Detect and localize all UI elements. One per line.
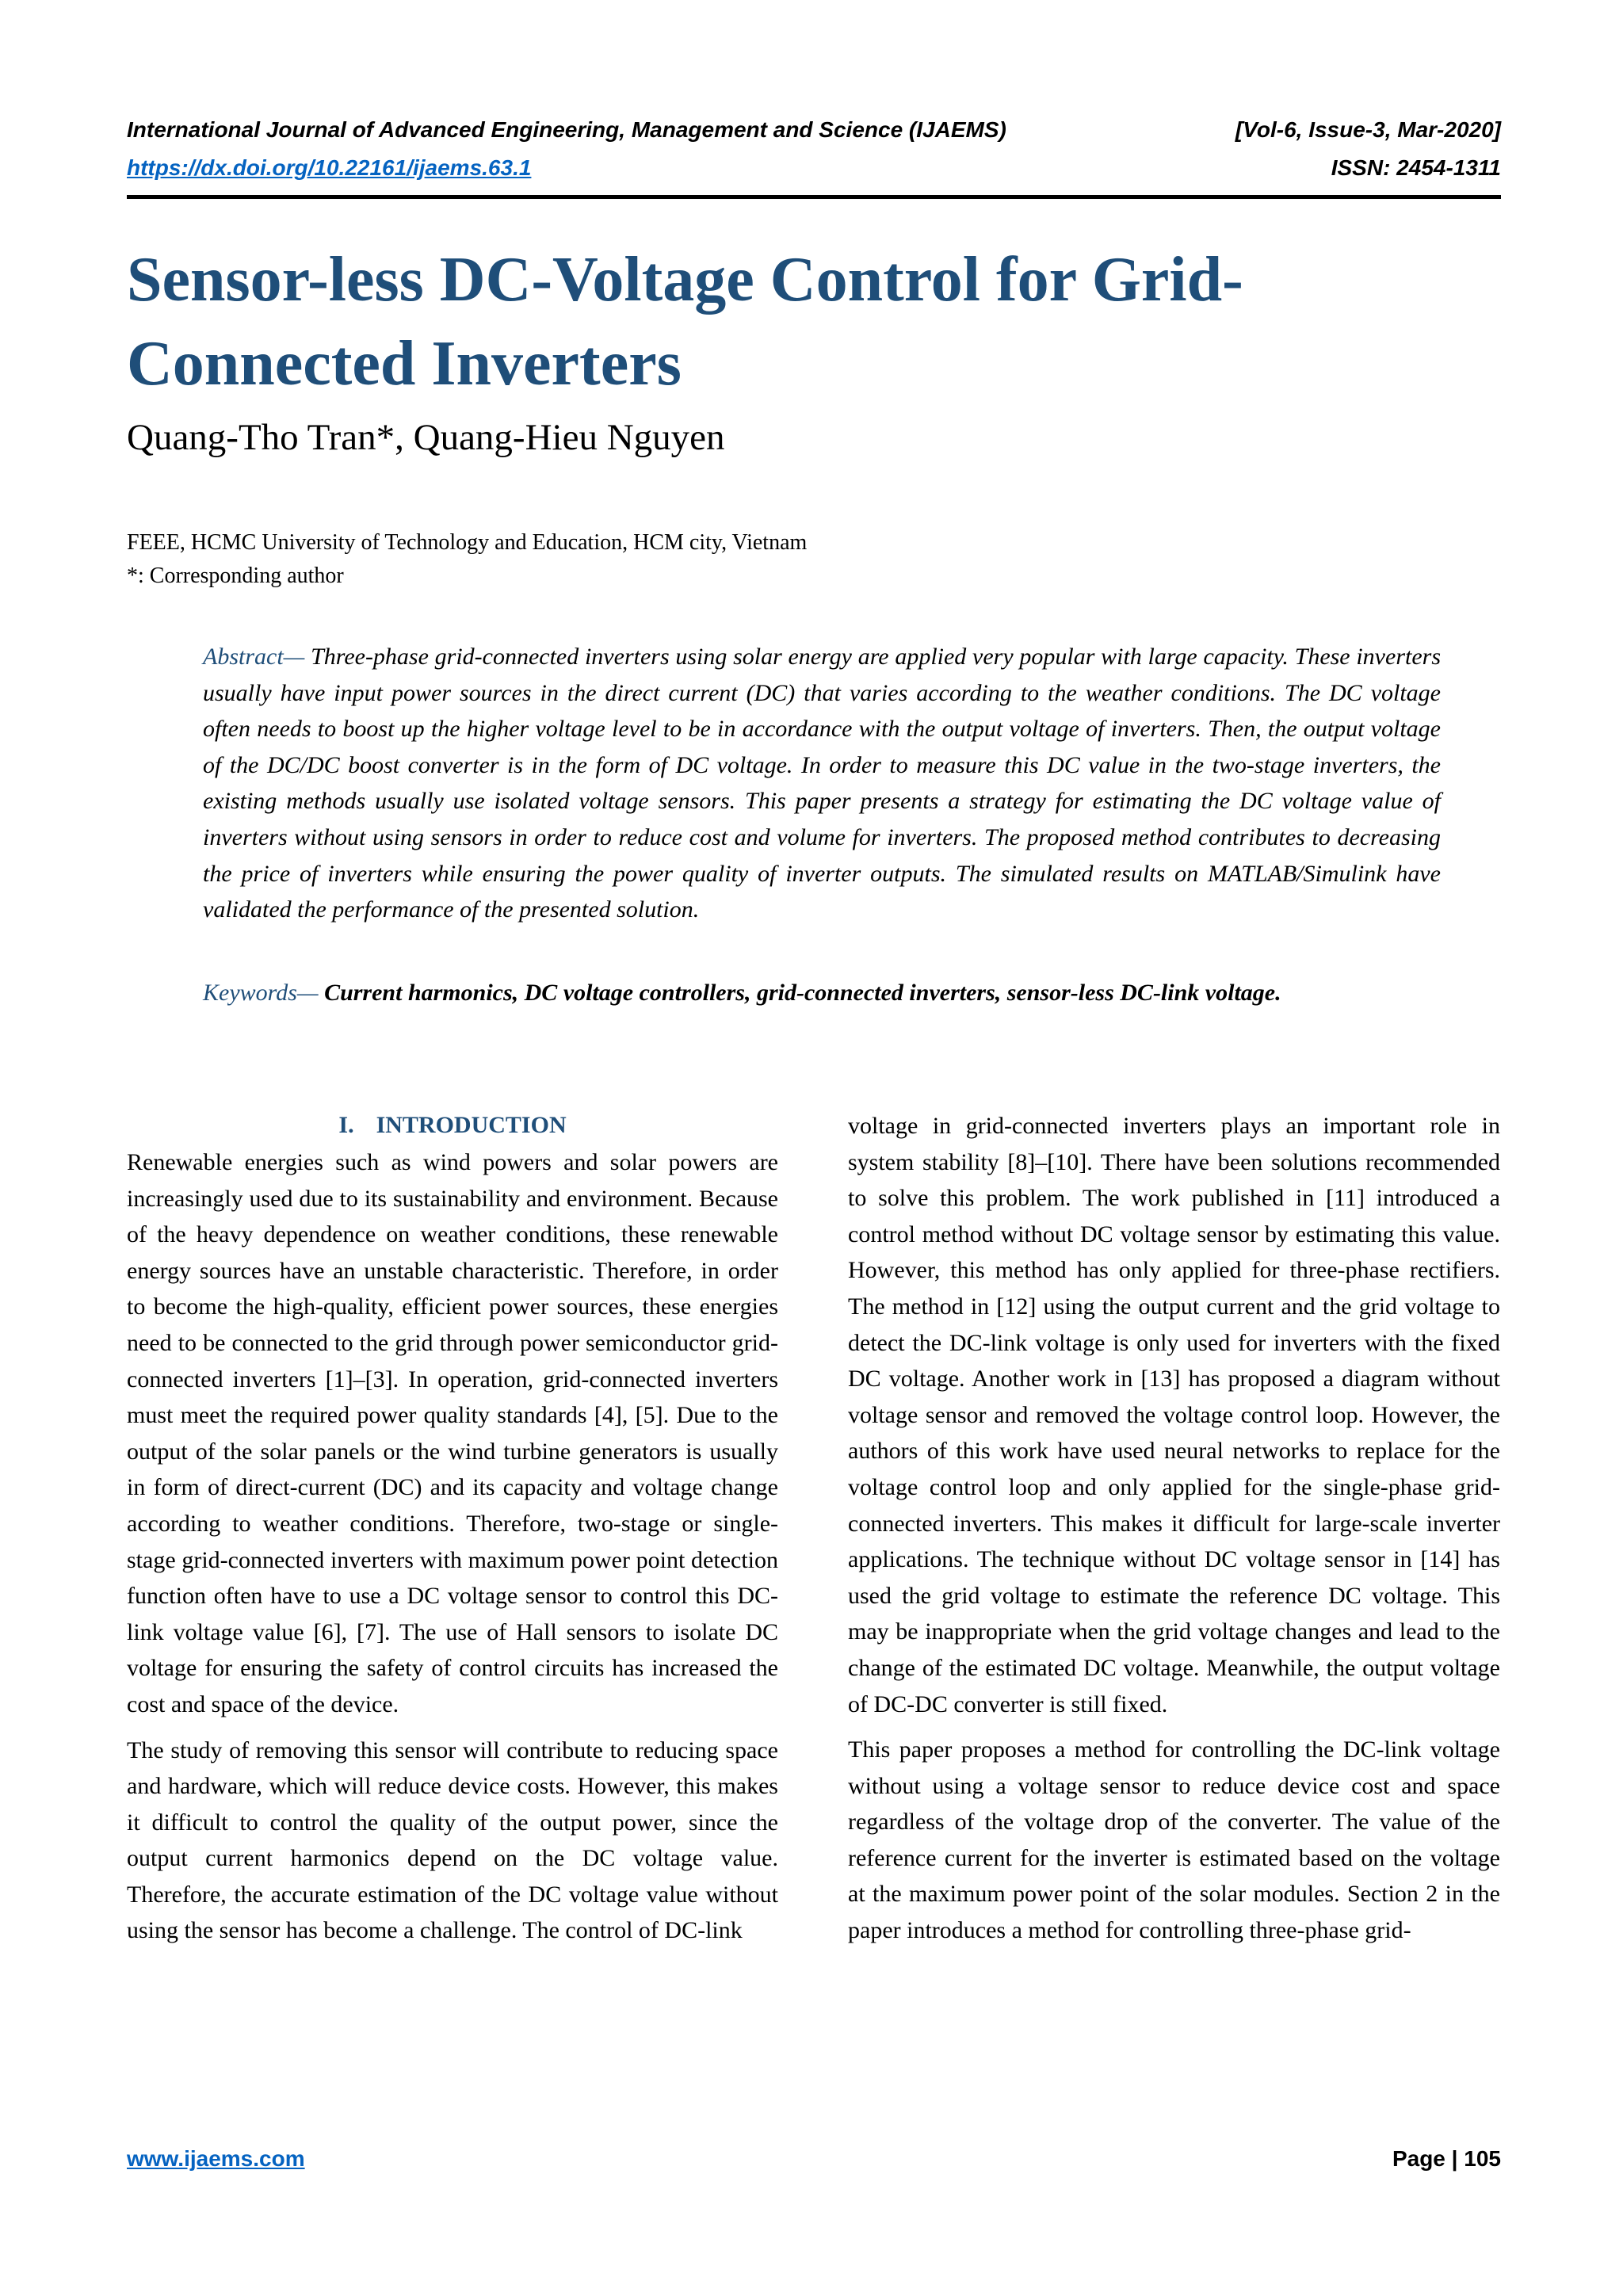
- keywords-text: Current harmonics, DC voltage controllers, grid-connected inverters, sensor-less DC-link voltage.: [318, 980, 1281, 1006]
- journal-subheader: [127, 155, 1501, 187]
- section-number: I.: [338, 1112, 354, 1138]
- abstract: [203, 639, 1441, 928]
- page-number: Page | 105: [1392, 2146, 1501, 2171]
- abstract-text: Three-phase grid-connected inverters using solar energy are applied very popular with large capacity. These inverters usually have input power sources in the direct current (DC) that varies according to the weather conditions. The DC voltage often needs to boost up the higher voltage level to be in accordance with the output voltage of inverters. Then, the output voltage of the DC/DC boost converter is in the form of DC voltage. In order to measure this DC value in the two-stage inverters, the existing methods usually use isolated voltage sensors. This paper presents a strategy for estimating the DC voltage value of inverters without using sensors in order to reduce cost and volume for inverters. The proposed method contributes to decreasing the price of inverters while ensuring the power quality of inverter outputs. The simulated results on MATLAB/Simulink have validated the performance of the presented solution.: [203, 644, 1441, 923]
- doi-link[interactable]: https://dx.doi.org/10.22161/ijaems.63.1: [127, 155, 532, 180]
- journal-header: [127, 117, 1501, 149]
- affiliation-block: [127, 526, 807, 593]
- authors: Quang-Tho Tran*, Quang-Hieu Nguyen: [127, 417, 725, 458]
- body-paragraph: voltage in grid-connected inverters plays an important role in system stability [8]–[10]. There have been solutions recommended to solve this problem. The work published in [11] introduced a control method without DC voltage sensor by estimating this value. However, this method has only applied for three-phase rectifiers. The method in [12] using the output current and the grid voltage to detect the DC-link voltage is only used for inverters with the fixed DC voltage. Another work in [13] has proposed a diagram without voltage sensor and removed the voltage control loop. However, the authors of this work have used neural networks to replace for the voltage control loop and only applied for the single-phase grid-connected inverters. This makes it difficult for large-scale inverter applications. The technique without DC voltage sensor in [14] has used the grid voltage to estimate the reference DC voltage. This may be inappropriate when the grid voltage changes and lead to the change of the estimated DC voltage. Meanwhile, the output voltage of DC-DC converter is still fixed.: [848, 1113, 1500, 1717]
- page-footer: [127, 2146, 1501, 2178]
- issn: ISSN: 2454-1311: [1331, 155, 1501, 180]
- section-title: INTRODUCTION: [376, 1112, 567, 1138]
- keywords: [203, 975, 1441, 1011]
- body-paragraph: This paper proposes a method for controlling the DC-link voltage without using a voltage sensor to reduce device cost and space regardless of the voltage drop of the converter. The value of the reference current for the inverter is estimated based on the voltage at the maximum power point of the solar modules. Section 2 in the paper introduces a method for controlling three-phase grid-: [848, 1736, 1500, 1944]
- header-divider: [127, 195, 1501, 199]
- website-link[interactable]: www.ijaems.com: [127, 2146, 305, 2171]
- paper-title: Sensor-less DC-Voltage Control for Grid-Connected Inverters: [127, 245, 1243, 399]
- right-column: [848, 1108, 1500, 1958]
- body-paragraph: Renewable energies such as wind powers and solar powers are increasingly used due to its sustainability and environment. Because of the heavy dependence on weather conditions, these renewable energy sources have an unstable characteristic. Therefore, in order to become the high-quality, efficient power sources, these energies need to be connected to the grid through power semiconductor grid-connected inverters [1]–[3]. In operation, grid-connected inverters must meet the required power quality standards [4], [5]. Due to the output of the solar panels or the wind turbine generators is usually in form of direct-current (DC) and its capacity and voltage change according to weather conditions. Therefore, two-stage or single-stage grid-connected inverters with maximum power point detection function often have to use a DC voltage sensor to control this DC-link voltage value [6], [7]. The use of Hall sensors to isolate DC voltage for ensuring the safety of control circuits has increased the cost and space of the device.: [127, 1149, 778, 1717]
- left-column: [127, 1108, 778, 1958]
- journal-name: International Journal of Advanced Engineering, Management and Science (IJAEMS): [127, 117, 1006, 142]
- section-heading: [127, 1108, 778, 1143]
- affiliation: FEEE, HCMC University of Technology and Education, HCM city, Vietnam: [127, 530, 808, 555]
- issue-info: [Vol-6, Issue-3, Mar-2020]: [1235, 117, 1501, 142]
- body-paragraph: The study of removing this sensor will contribute to reducing space and hardware, which will reduce device costs. However, this makes it difficult to control the quality of the output power, since the output current harmonics depend on the DC voltage value. Therefore, the accurate estimation of the DC voltage value without using the sensor has become a challenge. The control of DC-link: [127, 1736, 778, 1944]
- keywords-label: Keywords—: [203, 980, 319, 1006]
- abstract-label: Abstract—: [203, 644, 305, 670]
- corresponding-note: *: Corresponding author: [127, 563, 344, 588]
